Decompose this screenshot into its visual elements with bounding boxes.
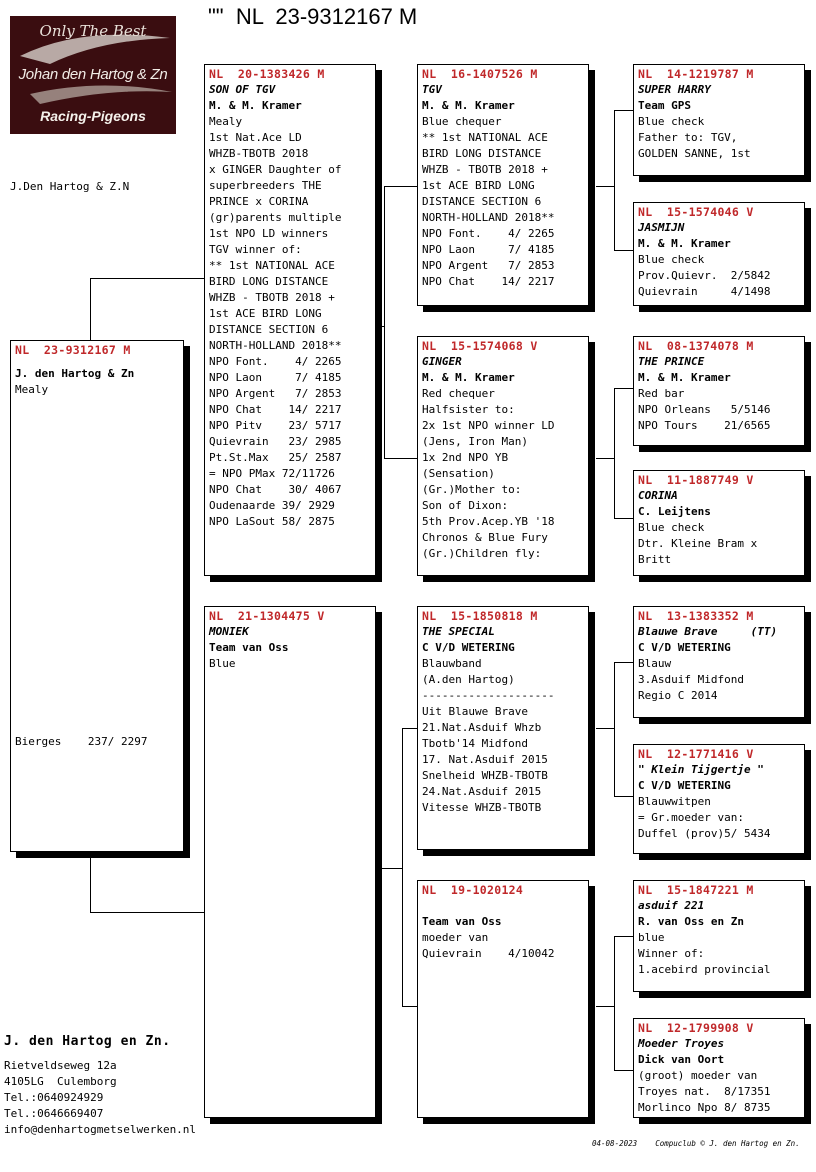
- ring-number: NL 13-1383352 M: [638, 609, 754, 623]
- ring-number: NL 08-1374078 M: [638, 339, 754, 353]
- pigeon-name: MONIEK: [209, 625, 249, 638]
- pigeon-name: SUPER HARRY: [638, 83, 711, 96]
- owner-name: Blauwe Brave (TT): [638, 625, 778, 638]
- ring-number: NL 15-1574046 V: [638, 205, 754, 219]
- connector: [90, 278, 204, 279]
- connector: [376, 868, 403, 869]
- connector: [614, 110, 615, 250]
- pedigree-card-dss: [633, 606, 805, 718]
- info-line: (Sensation): [422, 467, 495, 480]
- info-line: NORTH-HOLLAND 2018**: [422, 211, 555, 224]
- info-line: WHZB - TBOTB 2018 +: [422, 163, 548, 176]
- info-line: NPO Chat 30/ 4067: [209, 483, 342, 496]
- info-line: Mealy: [209, 115, 243, 128]
- pedigree-card-sire-sire: [417, 64, 589, 306]
- info-line: [15, 702, 179, 718]
- info-line: NPO Tours 21/6565: [638, 419, 771, 432]
- connector: [384, 458, 417, 459]
- pedigree-card-dsd: [633, 744, 805, 854]
- info-line: blue: [638, 931, 665, 944]
- connector: [614, 662, 615, 796]
- owner-name: C V/D WETERING: [638, 641, 731, 654]
- info-line: Father to: TGV,: [638, 131, 738, 144]
- info-line: 1.acebird provincial: [638, 963, 771, 976]
- info-line: superbreeders THE: [209, 179, 322, 192]
- pigeon-name: Moeder Troyes: [638, 1037, 725, 1050]
- pigeon-name: CORINA: [638, 489, 678, 502]
- connector: [614, 110, 633, 111]
- info-line: = NPO PMax 72/11726: [209, 467, 335, 480]
- owner-name: Dick van Oort: [638, 1053, 725, 1066]
- pedigree-card-dam: [204, 606, 376, 1118]
- info-line: Blauwwitpen: [638, 795, 711, 808]
- info-line: [15, 590, 179, 606]
- info-line: Halfsister to:: [422, 403, 515, 416]
- owner-name: Team van Oss: [422, 915, 502, 928]
- owner-name: Team GPS: [638, 99, 691, 112]
- info-line: Snelheid WHZB-TBOTB: [422, 769, 548, 782]
- info-line: [15, 686, 179, 702]
- info-line: (A.den Hartog): [422, 673, 515, 686]
- info-line: [15, 462, 179, 478]
- info-line: [15, 526, 179, 542]
- info-line: (Gr.)Mother to:: [422, 483, 522, 496]
- contact-email[interactable]: info@denhartogmetselwerken.nl: [4, 1123, 197, 1136]
- contact-block: [4, 1034, 196, 1138]
- info-line: NPO Argent 7/ 2853: [209, 387, 342, 400]
- pedigree-card-sss: [633, 64, 805, 176]
- info-line: [15, 638, 179, 654]
- connector: [90, 852, 91, 912]
- connector: [384, 186, 385, 458]
- info-line: Bierges 237/ 2297: [15, 735, 148, 748]
- owner-name: C V/D WETERING: [422, 641, 515, 654]
- info-line: 1x 2nd NPO YB: [422, 451, 509, 464]
- ring-number: NL 15-1847221 M: [638, 883, 754, 897]
- info-line: 1st NPO LD winners: [209, 227, 329, 240]
- connector: [614, 250, 633, 251]
- logo: [10, 16, 176, 134]
- ring-number: NL 12-1771416 V: [638, 747, 754, 761]
- info-line: Regio C 2014: [638, 689, 718, 702]
- info-line: [15, 494, 179, 510]
- info-line: BIRD LONG DISTANCE: [422, 147, 542, 160]
- info-line: BIRD LONG DISTANCE: [209, 275, 329, 288]
- info-line: 1st ACE BIRD LONG: [209, 307, 322, 320]
- info-line: [15, 670, 179, 686]
- info-line: (Gr.)Children fly:: [422, 547, 542, 560]
- connector: [614, 518, 633, 519]
- info-line: [15, 510, 179, 526]
- info-line: TGV winner of:: [209, 243, 302, 256]
- info-line: Quievrain 4/1498: [638, 285, 771, 298]
- info-line: NPO Laon 7/ 4185: [422, 243, 555, 256]
- info-line: (Jens, Iron Man): [422, 435, 528, 448]
- connector: [376, 326, 385, 327]
- connector: [614, 936, 633, 937]
- info-line: moeder van: [422, 931, 489, 944]
- info-line: [15, 558, 179, 574]
- info-line: Prov.Quievr. 2/5842: [638, 269, 771, 282]
- connector: [614, 796, 633, 797]
- pedigree-card-ddd: [633, 1018, 805, 1118]
- info-line: 1st Nat.Ace LD: [209, 131, 302, 144]
- owner-name: C V/D WETERING: [638, 779, 731, 792]
- ring-number: NL 14-1219787 M: [638, 67, 754, 81]
- footer-credit: 04-08-2023 Compuclub © J. den Hartog en Zn.: [592, 1139, 800, 1148]
- info-line: Britt: [638, 553, 672, 566]
- pigeon-name: GINGER: [422, 355, 462, 368]
- info-line: x GINGER Daughter of: [209, 163, 342, 176]
- connector: [614, 1070, 633, 1071]
- info-line: --------------------: [422, 689, 555, 702]
- connector: [596, 1006, 615, 1007]
- info-line: [15, 622, 179, 638]
- pedigree-card-ssd: [633, 202, 805, 306]
- info-line: NPO Chat 14/ 2217: [209, 403, 342, 416]
- info-line: [15, 446, 179, 462]
- info-line: WHZB - TBOTB 2018 +: [209, 291, 335, 304]
- connector: [90, 912, 204, 913]
- info-line: NPO Orleans 5/5146: [638, 403, 771, 416]
- info-line: Winner of:: [638, 947, 705, 960]
- info-line: Uit Blauwe Brave: [422, 705, 528, 718]
- owner-name: M. & M. Kramer: [422, 371, 515, 384]
- info-line: [15, 574, 179, 590]
- info-line: DISTANCE SECTION 6: [209, 323, 329, 336]
- ring-number: NL 12-1799908 V: [638, 1021, 754, 1035]
- ring-number: NL 21-1304475 V: [209, 609, 325, 623]
- info-line: NPO LaSout 58/ 2875: [209, 515, 335, 528]
- connector: [596, 186, 615, 187]
- connector: [614, 388, 615, 518]
- info-line: = Gr.moeder van:: [638, 811, 744, 824]
- pedigree-card-sire-dam: [417, 336, 589, 576]
- ring-number: NL 11-1887749 V: [638, 473, 754, 487]
- ring-number: NL 19-1020124: [422, 883, 524, 897]
- info-line: Oudenaarde 39/ 2929: [209, 499, 335, 512]
- info-line: [15, 542, 179, 558]
- logo-tagline: Only The Best: [39, 22, 147, 40]
- info-line: [15, 398, 179, 414]
- connector: [402, 728, 417, 729]
- info-line: NPO Laon 7/ 4185: [209, 371, 342, 384]
- connector: [90, 278, 91, 340]
- info-line: Blue chequer: [422, 115, 502, 128]
- info-line: Blauwband: [422, 657, 482, 670]
- info-line: Blauw: [638, 657, 672, 670]
- contact-line: Tel.:0640924929: [4, 1091, 104, 1104]
- info-line: 17. Nat.Asduif 2015: [422, 753, 548, 766]
- pedigree-card-subject: [10, 340, 184, 852]
- pigeon-name: [15, 358, 179, 366]
- contact-line: 4105LG Culemborg: [4, 1075, 117, 1088]
- info-line: 24.Nat.Asduif 2015: [422, 785, 542, 798]
- info-line: Quievrain 4/10042: [422, 947, 555, 960]
- info-line: [15, 430, 179, 446]
- pigeon-name: " Klein Tijgertje ": [638, 763, 764, 776]
- pigeon-name: [422, 898, 584, 914]
- pigeon-name: THE SPECIAL: [422, 625, 495, 638]
- page-title: "" NL 23-9312167 M: [208, 4, 418, 29]
- info-line: Dtr. Kleine Bram x: [638, 537, 758, 550]
- ring-number: NL 15-1574068 V: [422, 339, 538, 353]
- pigeon-name: asduif 221: [638, 899, 705, 912]
- info-line: [15, 414, 179, 430]
- info-line: NPO Chat 14/ 2217: [422, 275, 555, 288]
- pedigree-card-sdd: [633, 470, 805, 576]
- info-line: [15, 654, 179, 670]
- owner-name: M. & M. Kramer: [422, 99, 515, 112]
- owner-name: R. van Oss en Zn: [638, 915, 744, 928]
- info-line: 3.Asduif Midfond: [638, 673, 744, 686]
- owner-name: C. Leijtens: [638, 505, 711, 518]
- connector: [614, 388, 633, 389]
- contact-name: J. den Hartog en Zn.: [4, 1034, 171, 1049]
- owner-name: Team van Oss: [209, 641, 289, 654]
- owner-name: J. den Hartog & Zn: [15, 367, 135, 380]
- info-line: Blue: [209, 657, 236, 670]
- info-line: Vitesse WHZB-TBOTB: [422, 801, 542, 814]
- info-line: PRINCE x CORINA: [209, 195, 309, 208]
- contact-line: Tel.:0646669407: [4, 1107, 104, 1120]
- pedigree-card-sds: [633, 336, 805, 446]
- info-line: NPO Font. 4/ 2265: [422, 227, 555, 240]
- info-line: Chronos & Blue Fury: [422, 531, 548, 544]
- info-line: 21.Nat.Asduif Whzb: [422, 721, 542, 734]
- info-line: [15, 478, 179, 494]
- info-line: Blue check: [638, 115, 705, 128]
- connector: [596, 458, 615, 459]
- logo-subtitle: Racing-Pigeons: [40, 108, 146, 124]
- info-line: [15, 718, 179, 734]
- info-line: Blue check: [638, 521, 705, 534]
- info-line: ** 1st NATIONAL ACE: [422, 131, 548, 144]
- info-line: NORTH-HOLLAND 2018**: [209, 339, 342, 352]
- info-line: NPO Argent 7/ 2853: [422, 259, 555, 272]
- info-line: [15, 606, 179, 622]
- breeder-name: J.Den Hartog & Z.N: [10, 180, 130, 193]
- pigeon-name: TGV: [422, 83, 442, 96]
- connector: [384, 186, 417, 187]
- info-line: Blue check: [638, 253, 705, 266]
- info-line: 2x 1st NPO winner LD: [422, 419, 555, 432]
- info-line: Morlinco Npo 8/ 8735: [638, 1101, 771, 1114]
- info-line: GOLDEN SANNE, 1st: [638, 147, 751, 160]
- pedigree-card-dam-sire: [417, 606, 589, 850]
- info-line: Quievrain 23/ 2985: [209, 435, 342, 448]
- info-line: (gr)parents multiple: [209, 211, 342, 224]
- info-line: NPO Pitv 23/ 5717: [209, 419, 342, 432]
- logo-name: Johan den Hartog & Zn: [18, 66, 168, 83]
- info-line: 1st ACE BIRD LONG: [422, 179, 535, 192]
- info-line: Mealy: [15, 383, 49, 396]
- connector: [402, 728, 403, 1006]
- ring-number: NL 20-1383426 M: [209, 67, 325, 81]
- pedigree-card-dam-dam: [417, 880, 589, 1118]
- info-line: WHZB-TBOTB 2018: [209, 147, 309, 160]
- info-line: Tbotb'14 Midfond: [422, 737, 528, 750]
- info-line: Son of Dixon:: [422, 499, 509, 512]
- owner-name: M. & M. Kramer: [209, 99, 302, 112]
- pedigree-card-dds: [633, 880, 805, 992]
- ring-number: NL 16-1407526 M: [422, 67, 538, 81]
- contact-line: Rietveldseweg 12a: [4, 1059, 117, 1072]
- connector: [614, 936, 615, 1070]
- info-line: Duffel (prov)5/ 5434: [638, 827, 771, 840]
- connector: [596, 728, 615, 729]
- info-line: Red bar: [638, 387, 685, 400]
- info-line: (groot) moeder van: [638, 1069, 758, 1082]
- info-line: 5th Prov.Acep.YB '18: [422, 515, 555, 528]
- pedigree-card-sire: [204, 64, 376, 576]
- owner-name: M. & M. Kramer: [638, 237, 731, 250]
- ring-number: NL 15-1850818 M: [422, 609, 538, 623]
- info-line: Red chequer: [422, 387, 495, 400]
- ring-number: NL 23-9312167 M: [15, 343, 131, 357]
- info-line: Pt.St.Max 25/ 2587: [209, 451, 342, 464]
- connector: [402, 1006, 417, 1007]
- pigeon-name: JASMIJN: [638, 221, 685, 234]
- pigeon-name: THE PRINCE: [638, 355, 705, 368]
- owner-name: M. & M. Kramer: [638, 371, 731, 384]
- info-line: DISTANCE SECTION 6: [422, 195, 542, 208]
- connector: [614, 662, 633, 663]
- pigeon-name: SON OF TGV: [209, 83, 276, 96]
- info-line: Troyes nat. 8/17351: [638, 1085, 771, 1098]
- info-line: NPO Font. 4/ 2265: [209, 355, 342, 368]
- info-line: ** 1st NATIONAL ACE: [209, 259, 335, 272]
